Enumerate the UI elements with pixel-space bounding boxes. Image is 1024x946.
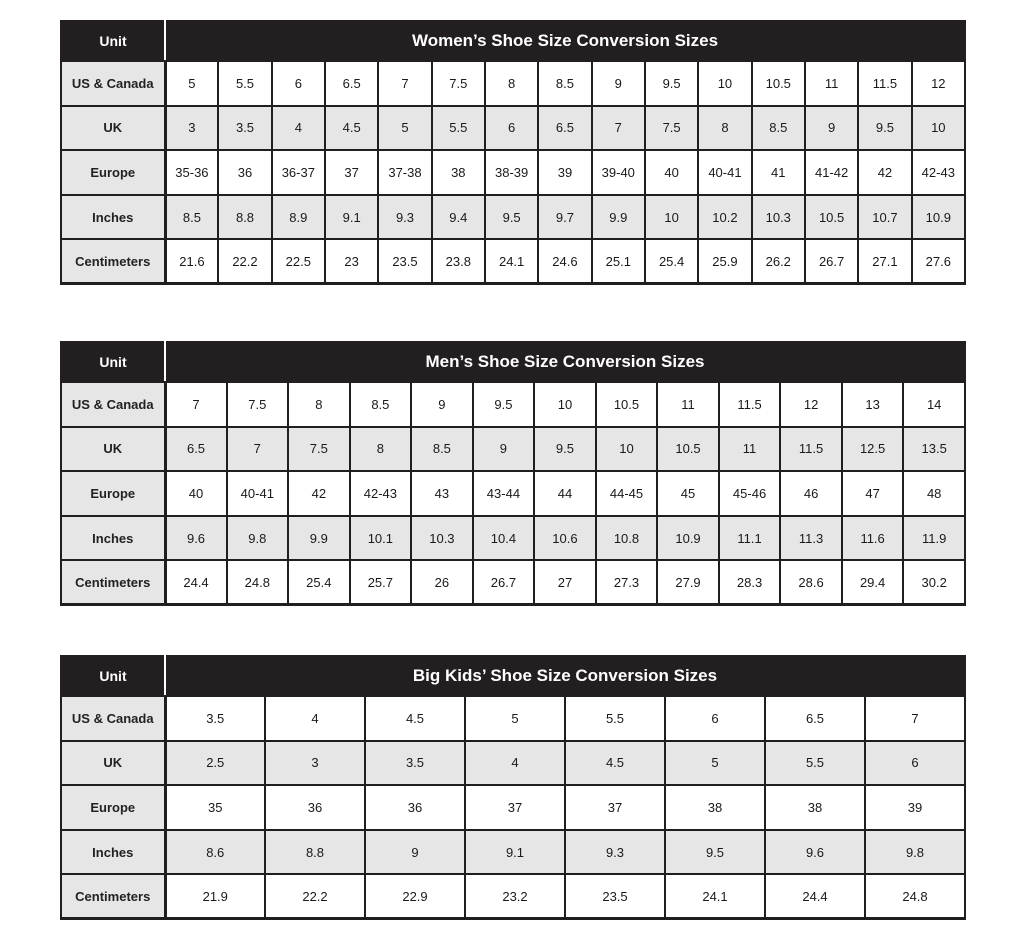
size-cell: 25.1 — [592, 239, 645, 284]
size-cell: 42 — [288, 471, 350, 516]
size-cell: 13 — [842, 382, 904, 427]
size-cell: 42-43 — [912, 150, 965, 195]
size-cell: 39-40 — [592, 150, 645, 195]
size-cell: 10.3 — [411, 516, 473, 561]
size-cell: 45 — [657, 471, 719, 516]
size-cell: 38 — [665, 785, 765, 830]
size-cell: 3.5 — [365, 741, 465, 786]
size-cell: 5 — [165, 61, 218, 106]
size-cell: 10.5 — [805, 195, 858, 240]
size-cell: 8 — [485, 61, 538, 106]
size-cell: 11 — [719, 427, 781, 472]
size-cell: 11.6 — [842, 516, 904, 561]
size-cell: 24.4 — [165, 560, 227, 605]
size-cell: 21.9 — [165, 874, 265, 919]
size-cell: 10.3 — [752, 195, 805, 240]
size-cell: 7.5 — [645, 106, 698, 151]
size-cell: 6.5 — [325, 61, 378, 106]
size-cell: 44 — [534, 471, 596, 516]
size-cell: 8 — [350, 427, 412, 472]
size-cell: 9.4 — [432, 195, 485, 240]
size-cell: 4.5 — [365, 696, 465, 741]
size-cell: 44-45 — [596, 471, 658, 516]
row-label: UK — [61, 427, 165, 472]
size-cell: 8.8 — [218, 195, 271, 240]
unit-header: Unit — [61, 342, 165, 382]
size-cell: 40 — [645, 150, 698, 195]
size-cell: 21.6 — [165, 239, 218, 284]
size-cell: 4.5 — [565, 741, 665, 786]
size-cell: 38 — [432, 150, 485, 195]
table-row — [61, 830, 965, 875]
size-cell: 35-36 — [165, 150, 218, 195]
size-cell: 23.2 — [465, 874, 565, 919]
size-cell: 36 — [265, 785, 365, 830]
size-cell: 24.8 — [865, 874, 965, 919]
size-cell: 23.5 — [378, 239, 431, 284]
size-cell: 26.7 — [473, 560, 535, 605]
size-cell: 27.3 — [596, 560, 658, 605]
size-cell: 6 — [865, 741, 965, 786]
size-cell: 8.8 — [265, 830, 365, 875]
size-cell: 9 — [411, 382, 473, 427]
size-cell: 11.1 — [719, 516, 781, 561]
table-row — [61, 516, 965, 561]
size-cell: 10.5 — [657, 427, 719, 472]
size-cell: 9.6 — [165, 516, 227, 561]
size-cell: 46 — [780, 471, 842, 516]
size-cell: 7.5 — [288, 427, 350, 472]
table-row — [61, 382, 965, 427]
table-title: Big Kids’ Shoe Size Conversion Sizes — [165, 656, 965, 696]
table-row — [61, 785, 965, 830]
table-row — [61, 106, 965, 151]
size-cell: 7.5 — [227, 382, 289, 427]
size-cell: 8.6 — [165, 830, 265, 875]
big-kids-size-table — [60, 655, 966, 920]
size-cell: 10.9 — [657, 516, 719, 561]
size-cell: 12.5 — [842, 427, 904, 472]
size-cell: 37 — [325, 150, 378, 195]
size-cell: 10 — [596, 427, 658, 472]
size-cell: 5 — [665, 741, 765, 786]
size-cell: 6.5 — [165, 427, 227, 472]
row-label: Centimeters — [61, 239, 165, 284]
unit-header: Unit — [61, 656, 165, 696]
size-cell: 9 — [473, 427, 535, 472]
size-cell: 9.5 — [645, 61, 698, 106]
size-cell: 30.2 — [903, 560, 965, 605]
size-cell: 39 — [865, 785, 965, 830]
size-cell: 9.9 — [288, 516, 350, 561]
row-label: US & Canada — [61, 61, 165, 106]
size-cell: 42 — [858, 150, 911, 195]
row-label: Inches — [61, 516, 165, 561]
size-cell: 26 — [411, 560, 473, 605]
size-cell: 24.6 — [538, 239, 591, 284]
size-cell: 26.2 — [752, 239, 805, 284]
size-cell: 3 — [265, 741, 365, 786]
size-cell: 23.8 — [432, 239, 485, 284]
size-cell: 10.7 — [858, 195, 911, 240]
mens-size-table — [60, 341, 966, 606]
size-cell: 26.7 — [805, 239, 858, 284]
size-cell: 4 — [465, 741, 565, 786]
size-cell: 24.8 — [227, 560, 289, 605]
size-cell: 36 — [218, 150, 271, 195]
size-cell: 12 — [780, 382, 842, 427]
size-cell: 10 — [534, 382, 596, 427]
size-cell: 38-39 — [485, 150, 538, 195]
size-cell: 27.9 — [657, 560, 719, 605]
size-cell: 36 — [365, 785, 465, 830]
size-cell: 40 — [165, 471, 227, 516]
size-cell: 3.5 — [218, 106, 271, 151]
size-cell: 8.5 — [411, 427, 473, 472]
header-row — [61, 21, 965, 61]
row-label: Centimeters — [61, 874, 165, 919]
unit-header: Unit — [61, 21, 165, 61]
header-row — [61, 342, 965, 382]
size-cell: 48 — [903, 471, 965, 516]
size-cell: 9.5 — [534, 427, 596, 472]
size-cell: 4.5 — [325, 106, 378, 151]
size-cell: 24.4 — [765, 874, 865, 919]
size-cell: 37 — [565, 785, 665, 830]
row-label: US & Canada — [61, 696, 165, 741]
size-cell: 9.5 — [473, 382, 535, 427]
size-cell: 11.5 — [858, 61, 911, 106]
size-cell: 8 — [288, 382, 350, 427]
size-cell: 10.5 — [752, 61, 805, 106]
row-label: UK — [61, 741, 165, 786]
table-row — [61, 696, 965, 741]
size-cell: 3 — [165, 106, 218, 151]
size-cell: 10.1 — [350, 516, 412, 561]
size-cell: 22.5 — [272, 239, 325, 284]
size-cell: 9.5 — [665, 830, 765, 875]
table-row — [61, 741, 965, 786]
size-cell: 9.5 — [485, 195, 538, 240]
size-cell: 9 — [805, 106, 858, 151]
size-cell: 9 — [592, 61, 645, 106]
size-cell: 7 — [378, 61, 431, 106]
row-label: US & Canada — [61, 382, 165, 427]
size-cell: 14 — [903, 382, 965, 427]
table-row — [61, 427, 965, 472]
size-cell: 36-37 — [272, 150, 325, 195]
size-cell: 11 — [805, 61, 858, 106]
row-label: Inches — [61, 195, 165, 240]
table-title: Women’s Shoe Size Conversion Sizes — [165, 21, 965, 61]
size-cell: 10.8 — [596, 516, 658, 561]
table-row — [61, 471, 965, 516]
size-cell: 43-44 — [473, 471, 535, 516]
size-cell: 6.5 — [765, 696, 865, 741]
size-cell: 43 — [411, 471, 473, 516]
size-cell: 41-42 — [805, 150, 858, 195]
size-cell: 12 — [912, 61, 965, 106]
size-cell: 9.6 — [765, 830, 865, 875]
size-cell: 8.5 — [165, 195, 218, 240]
size-cell: 5.5 — [432, 106, 485, 151]
size-cell: 11.9 — [903, 516, 965, 561]
size-cell: 40-41 — [227, 471, 289, 516]
size-cell: 4 — [272, 106, 325, 151]
table-row — [61, 195, 965, 240]
size-cell: 24.1 — [485, 239, 538, 284]
size-cell: 11.5 — [719, 382, 781, 427]
size-cell: 9.3 — [565, 830, 665, 875]
row-label: Inches — [61, 830, 165, 875]
size-cell: 9.9 — [592, 195, 645, 240]
size-cell: 5 — [378, 106, 431, 151]
size-cell: 27 — [534, 560, 596, 605]
size-cell: 9.7 — [538, 195, 591, 240]
size-cell: 3.5 — [165, 696, 265, 741]
row-label: Centimeters — [61, 560, 165, 605]
size-cell: 10 — [698, 61, 751, 106]
size-cell: 38 — [765, 785, 865, 830]
size-cell: 37 — [465, 785, 565, 830]
size-cell: 9.3 — [378, 195, 431, 240]
size-cell: 9.5 — [858, 106, 911, 151]
row-label: UK — [61, 106, 165, 151]
size-cell: 28.6 — [780, 560, 842, 605]
table-row — [61, 239, 965, 284]
size-cell: 5.5 — [218, 61, 271, 106]
size-cell: 10.5 — [596, 382, 658, 427]
row-label: Europe — [61, 471, 165, 516]
size-cell: 10.9 — [912, 195, 965, 240]
size-cell: 4 — [265, 696, 365, 741]
size-cell: 6 — [665, 696, 765, 741]
table-row — [61, 61, 965, 106]
size-cell: 10 — [645, 195, 698, 240]
size-cell: 47 — [842, 471, 904, 516]
size-cell: 5 — [465, 696, 565, 741]
size-cell: 5.5 — [765, 741, 865, 786]
size-cell: 40-41 — [698, 150, 751, 195]
size-cell: 9.1 — [325, 195, 378, 240]
size-cell: 6 — [272, 61, 325, 106]
size-cell: 22.2 — [218, 239, 271, 284]
header-row — [61, 656, 965, 696]
size-cell: 6 — [485, 106, 538, 151]
size-cell: 9 — [365, 830, 465, 875]
size-cell: 25.4 — [645, 239, 698, 284]
size-cell: 39 — [538, 150, 591, 195]
size-cell: 8.5 — [538, 61, 591, 106]
size-cell: 22.9 — [365, 874, 465, 919]
size-cell: 6.5 — [538, 106, 591, 151]
size-cell: 23.5 — [565, 874, 665, 919]
size-cell: 45-46 — [719, 471, 781, 516]
size-cell: 2.5 — [165, 741, 265, 786]
table-row — [61, 560, 965, 605]
size-cell: 11.3 — [780, 516, 842, 561]
size-cell: 10.6 — [534, 516, 596, 561]
size-cell: 25.4 — [288, 560, 350, 605]
table-row — [61, 150, 965, 195]
size-cell: 9.8 — [227, 516, 289, 561]
size-cell: 10.2 — [698, 195, 751, 240]
size-cell: 7.5 — [432, 61, 485, 106]
size-cell: 25.7 — [350, 560, 412, 605]
table-row — [61, 874, 965, 919]
size-cell: 7 — [227, 427, 289, 472]
size-cell: 24.1 — [665, 874, 765, 919]
size-cell: 27.6 — [912, 239, 965, 284]
size-cell: 35 — [165, 785, 265, 830]
size-cell: 7 — [865, 696, 965, 741]
size-cell: 28.3 — [719, 560, 781, 605]
size-cell: 7 — [592, 106, 645, 151]
size-cell: 8.5 — [350, 382, 412, 427]
size-cell: 9.1 — [465, 830, 565, 875]
size-cell: 23 — [325, 239, 378, 284]
size-cell: 11.5 — [780, 427, 842, 472]
row-label: Europe — [61, 785, 165, 830]
size-cell: 42-43 — [350, 471, 412, 516]
size-cell: 11 — [657, 382, 719, 427]
size-cell: 8.5 — [752, 106, 805, 151]
womens-size-table — [60, 20, 966, 285]
size-cell: 7 — [165, 382, 227, 427]
size-cell: 9.8 — [865, 830, 965, 875]
size-cell: 29.4 — [842, 560, 904, 605]
size-cell: 8.9 — [272, 195, 325, 240]
size-cell: 27.1 — [858, 239, 911, 284]
table-title: Men’s Shoe Size Conversion Sizes — [165, 342, 965, 382]
size-cell: 8 — [698, 106, 751, 151]
size-cell: 41 — [752, 150, 805, 195]
size-cell: 5.5 — [565, 696, 665, 741]
size-cell: 13.5 — [903, 427, 965, 472]
size-cell: 22.2 — [265, 874, 365, 919]
size-cell: 25.9 — [698, 239, 751, 284]
size-cell: 10 — [912, 106, 965, 151]
row-label: Europe — [61, 150, 165, 195]
size-cell: 10.4 — [473, 516, 535, 561]
size-cell: 37-38 — [378, 150, 431, 195]
